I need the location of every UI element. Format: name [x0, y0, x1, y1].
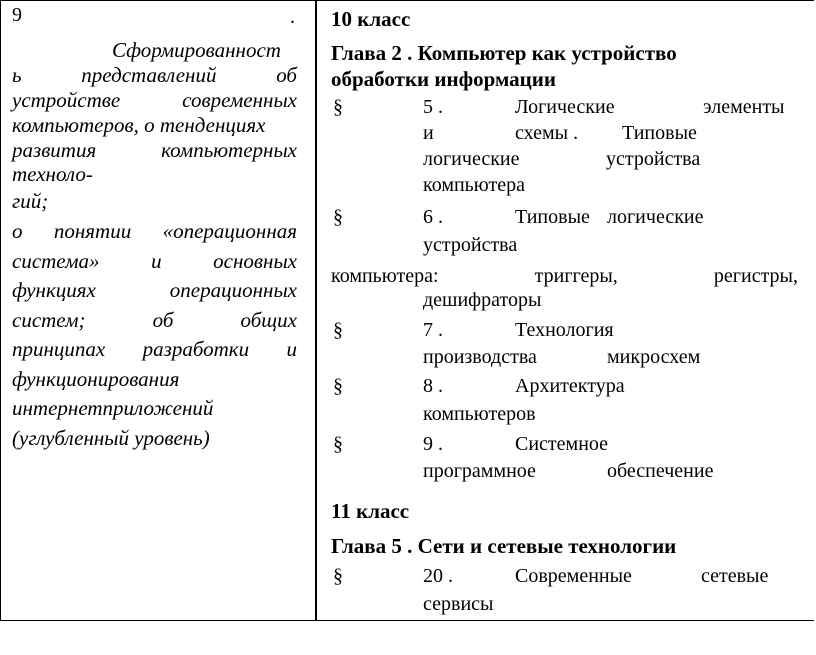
section-5-word: схемы . [515, 122, 579, 144]
section-5-word: Типовые [622, 122, 697, 144]
section-5-word: логические [423, 148, 520, 170]
section-20-number: 20 . [423, 565, 453, 587]
word: разработки [142, 337, 250, 361]
section-9-word: Системное [515, 433, 609, 455]
word: развития [12, 138, 97, 162]
word: и [151, 249, 162, 273]
left-line-1: Сформированност [112, 38, 281, 62]
word: основных [213, 249, 297, 273]
section-mark: § [333, 565, 343, 587]
grade-11-heading: 11 класс [331, 499, 410, 523]
section-7-word: микросхем [607, 346, 701, 368]
word: систем; [12, 308, 86, 332]
section-5-word: и [423, 122, 434, 144]
chapter-2-title-line-2: обработки информации [331, 67, 556, 91]
section-mark: § [333, 375, 343, 397]
grade-10-heading: 10 класс [331, 7, 411, 31]
word: представлений [81, 63, 217, 87]
section-mark: § [333, 206, 343, 228]
left-line-11 [12, 308, 297, 333]
section-9-word: программное [423, 460, 536, 482]
section-8-word: компьютеров [423, 403, 536, 425]
section-5-word: устройства [606, 148, 701, 170]
column-divider [315, 0, 317, 621]
left-line-2 [12, 63, 297, 88]
word: компьютера: [331, 265, 439, 287]
left-line-9 [12, 249, 297, 274]
left-line-14: интернетприложений [12, 396, 214, 420]
word: современных [182, 88, 297, 112]
word: регистры, [713, 265, 798, 287]
left-line-5 [12, 138, 297, 163]
row-dot: . [290, 6, 295, 28]
section-6-word: устройства [423, 234, 518, 256]
section-20-word: сетевые [701, 565, 769, 587]
word: устройстве [12, 88, 121, 112]
section-8-number: 8 . [423, 375, 443, 397]
section-mark: § [333, 96, 343, 118]
left-line-4: компьютеров, о тенденциях [12, 113, 266, 137]
section-6-word: Типовые [515, 206, 590, 228]
section-7-number: 7 . [423, 319, 443, 341]
section-6-line-3 [331, 265, 798, 288]
word: операционных [169, 278, 297, 302]
word: понятии [53, 219, 132, 243]
word: система» [12, 249, 100, 273]
word: компьютерных [161, 138, 297, 162]
word: ь [12, 63, 22, 87]
row-number: 9 [12, 4, 22, 26]
word: общих [240, 308, 297, 332]
section-8-word: Архитектура [515, 375, 625, 397]
section-6-word: логические [607, 206, 704, 228]
section-mark: § [333, 433, 343, 455]
left-line-10 [12, 278, 297, 303]
section-9-number: 9 . [423, 433, 443, 455]
left-line-15: (углубленный уровень) [12, 426, 210, 450]
left-line-8 [12, 219, 297, 244]
section-6-word: дешифраторы [423, 289, 542, 311]
word: функциях [12, 278, 96, 302]
word: об [276, 63, 297, 87]
section-20-word: сервисы [423, 593, 494, 615]
section-6-number: 6 . [423, 206, 443, 228]
word: об [152, 308, 174, 332]
left-line-13: функционирования [12, 367, 180, 391]
section-7-word: производства [423, 346, 537, 368]
chapter-2-title-line-1: Глава 2 . Компьютер как устройство [331, 41, 677, 65]
section-5-word: компьютера [423, 174, 525, 196]
left-line-6: техноло- [12, 162, 93, 186]
section-5-word: Логические [515, 96, 615, 118]
section-5-word: элементы [703, 96, 785, 118]
section-5-number: 5 . [423, 96, 443, 118]
left-line-7: гий; [12, 189, 49, 213]
left-line-3 [12, 88, 297, 113]
word: триггеры, [534, 265, 618, 287]
chapter-5-title: Глава 5 . Сети и сетевые технологии [331, 534, 677, 558]
left-line-12 [12, 337, 297, 362]
section-9-word: обеспечение [607, 460, 714, 482]
section-mark: § [333, 319, 343, 341]
word: принципах [12, 337, 106, 361]
word: о [12, 219, 23, 243]
section-7-word: Технология [515, 319, 614, 341]
word: и [286, 337, 297, 361]
section-20-word: Современные [515, 565, 632, 587]
word: «операционная [162, 219, 297, 243]
